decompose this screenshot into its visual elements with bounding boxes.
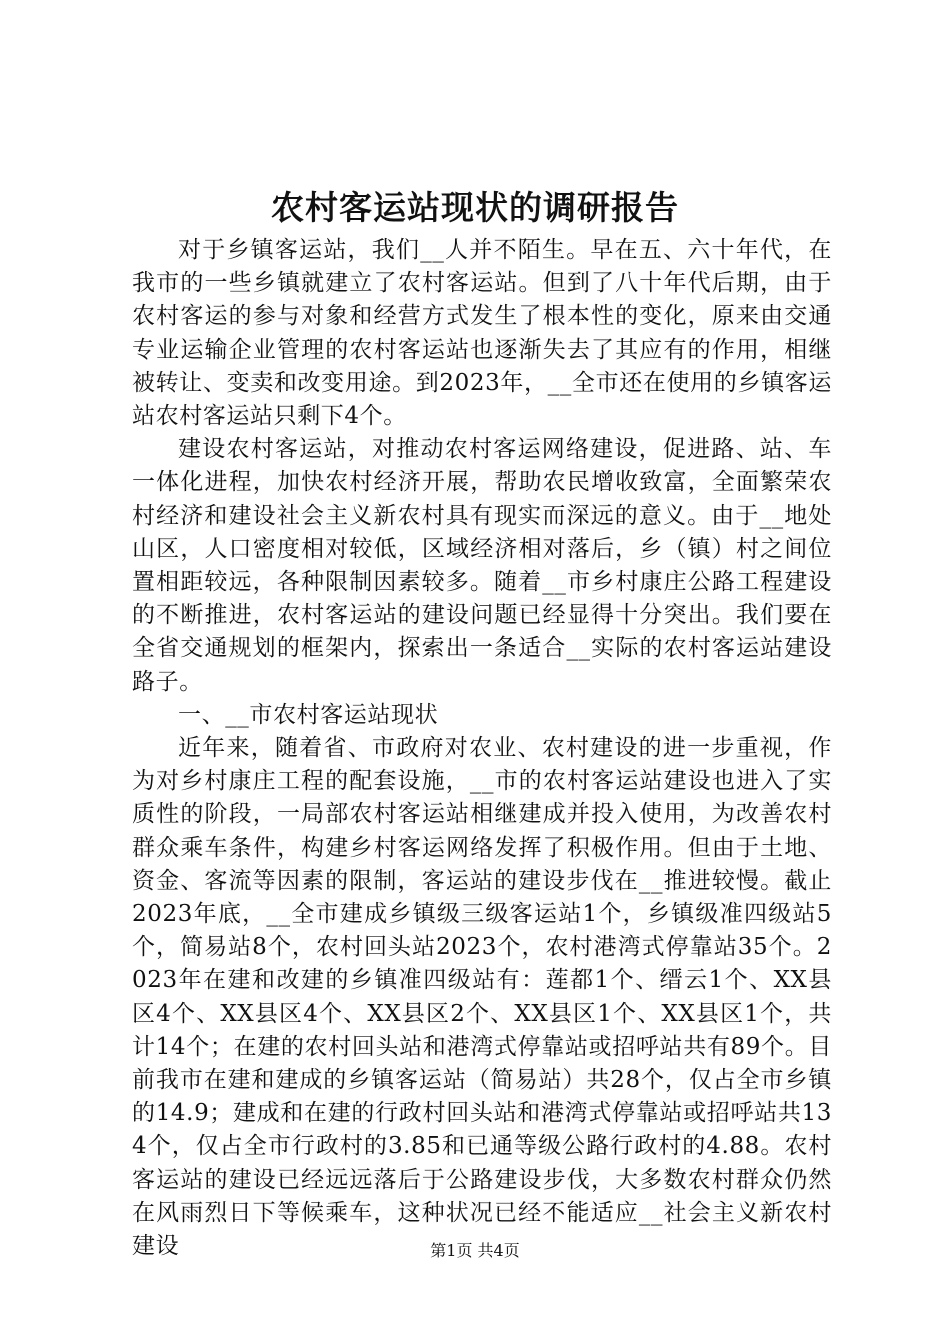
section-heading: 一、__市农村客运站现状 <box>178 701 439 728</box>
page-footer: 第1页 共4页 <box>430 1241 520 1260</box>
document-title: 农村客运站现状的调研报告 <box>271 188 679 227</box>
document-body <box>132 234 832 1263</box>
paragraph-current-status: 近年来，随着省、市政府对农业、农村建设的进一步重视，作为对乡村康庄工程的配套设施，__市的农村客运站建设也进入了实质性的阶段，一局部农村客运站相继建成并投入使用，为改善农村群众乘车条件，构建乡村客运网络发挥了积极作用。但由于土地、资金、客流等因素的限制，客运站的建设步伐在__推进较慢。截止2023年底，__全市建成乡镇级三级客运站1个，乡镇级准四级站5个，简易站8个，农村回头站2023个，农村港湾式停靠站35个。2023年在建和改建的乡镇准四级站有：莲都1个、缙云1个、XX县区4个、XX县区4个、XX县区2个、XX县区1个、XX县区1个，共计14个；在建的农村回头站和港湾式停靠站或招呼站共有89个。目前我市在建和建成的乡镇客运站（简易站）共28个，仅占全市乡镇的14.9；建成和在建的行政村回头站和港湾式停靠站或招呼站共134个，仅占全市行政村的3.85和已通等级公路行政村的4.88。农村客运站的建设已经远远落后于公路建设步伐，大多数农村群众仍然在风雨烈日下等候乘车，这种状况已经不能适应__社会主义新农村建设 <box>132 735 832 1260</box>
paragraph-intro: 对于乡镇客运站，我们__人并不陌生。早在五、六十年代，在我市的一些乡镇就建立了农村客运站。但到了八十年代后期，由于农村客运的参与对象和经营方式发生了根本性的变化，原来由交通专业运输企业管理的农村客运站也逐渐失去了其应有的作用，相继被转让、变卖和改变用途。到2023年，__全市还在使用的乡镇客运站农村客运站只剩下4个。 <box>132 237 832 430</box>
paragraph-significance: 建设农村客运站，对推动农村客运网络建设，促进路、站、车一体化进程，加快农村经济开展，帮助农民增收致富，全面繁荣农村经济和建设社会主义新农村具有现实而深远的意义。由于__地处山区，人口密度相对较低，区域经济相对落后，乡（镇）村之间位置相距较远，各种限制因素较多。随着__市乡村康庄公路工程建设的不断推进，农村客运站的建设问题已经显得十分突出。我们要在全省交通规划的框架内，探索出一条适合__实际的农村客运站建设路子。 <box>132 436 832 695</box>
